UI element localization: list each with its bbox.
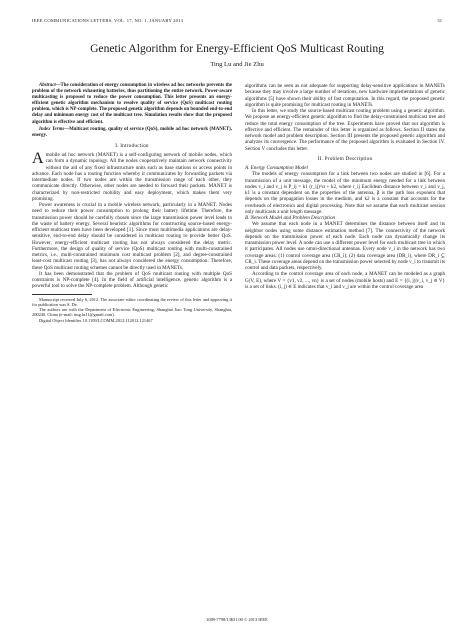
subsection-heading-energy-model: A. Energy Consumption Model (245, 165, 308, 171)
copyright-line: 1089-7798/13$31.00 © 2013 IEEE (206, 617, 268, 622)
network-model-paragraph-1: We assume that each node in a MANET determines the distance between itself and its neighbor nodes using some distance estimation method [7]. The connectivity of the network depends on the transmission power of each node. Each node can dynamically change its transmission power level. A node can use a different power level for each multicast tree in which it participates. All nodes use omni-directional antennas. Every node v_i in the network has two coverage areas: (1) control coverage area (CR_i); (2) data coverage area (DR_i), where DR_i ⊆ CR_i. These coverage areas depend on the transmission power selected by node v_i to transmit its control and data packets, respectively. (245, 221, 445, 271)
intro-paragraph-5: In this letter, we study the source-based multicast routing problem using a genetic algorithm. We propose an energy-efficient genetic algorithm to find the delay-constrained multicast tree and reduce the total energy consumption of the tree. Experiments have proved that our algorithm is effective and efficient. The remainder of this letter is organized as follows. Section II states the network model and problem description. Section III presents the proposed genetic algorithm and analyzes its convergence. The performance of the proposed algorithm is evaluated in Section IV. Section V concludes this letter. (245, 108, 445, 152)
right-column (245, 83, 445, 290)
abstract (32, 83, 232, 126)
index-terms-lead: Index Terms (39, 126, 65, 132)
intro-paragraph-3: It has been demonstrated that the problem of QoS multicast routing with multiple QoS constraints is NP-complete [4]. In the field of artificial intelligence, genetic algorithm is a powerful tool to solve the NP-complete problem. Although genetic (32, 270, 232, 290)
index-terms-text: —Multicast routing, quality of service (QoS), mobile ad hoc network (MANET), energy. (32, 126, 232, 138)
index-terms (32, 127, 232, 139)
drop-cap: A (32, 150, 44, 168)
footnote-affiliation: The authors are with the Department of Electronic Engineering, Shanghai Jiao Tong University, Shanghai, 200240, China (e-mail: ting.lu11@gmail.com). (32, 307, 232, 318)
footnote-received: Manuscript received July 6, 2012. The associate editor coordinating the review of this letter and approving it for publication was S. De. (32, 296, 232, 307)
paper-authors: Ting Lu and Jie Zhu (210, 61, 264, 68)
section-heading-introduction: I. Introduction (115, 142, 149, 149)
footnote-rule (32, 294, 92, 295)
paper-title: Genetic Algorithm for Energy-Efficient QoS Multicast Routing (90, 42, 384, 55)
abstract-text: —The consideration of energy consumption in wireless ad hoc networks prevents the problem of the network exhausting batteries, thus partitioning the entire network. Power-aware multicasting is proposed to reduce the power consumption. This letter presents an energy-efficient genetic algorithm mechanism to resolve quality of service (QoS) multicast routing problem, which is NP-complete. The proposed genetic algorithm depends on bounded end-to-end delay and minimum energy cost of the multicast tree. Simulation results show that the proposed algorithm is effective and efficient. (32, 83, 232, 125)
page-number: 31 (437, 18, 442, 23)
running-head (32, 18, 442, 26)
abstract-lead: Abstract (39, 83, 56, 88)
intro-paragraph-1-text: mobile ad hoc network (MANET) is a self-configuring network of mobile nodes, which can form a dynamic topology. All the nodes cooperatively maintain network connectivity without the aid of any fixed infrastructure units such as base stations or access points in advance. Each node has a routing function whereby it communicates by forwarding packets via intermediate nodes. If two nodes are within the transmission range of each other, they communicate directly. Otherwise, other nodes are needed to forward their packets. MANET is characterized by non-restricted mobility and easy deployment, which makes them very promising. (32, 152, 232, 202)
intro-paragraph-2: Power awareness is crucial in a mobile wireless network, particularly in a MANET. Nodes need to reduce their power consumption to prolong their battery lifetime. Therefore, the transmission power should be carefully chosen since the large transmission power level leads to the waste of battery energy. Several heuristic algorithms for constructing source-based energy-efficient multicast trees have been developed [1]. Since most multimedia applications are delay-sensitive, end-to-end delay should be considered in multicast routing to provide better QoS. However, energy-efficient multicast routing has not always considered the delay metric. Furthermore, the design of quality of service (QoS) multicast routing with multi-constrained metrics, i.e., multi-constrained minimum cost multicast problem [2], and degree-constrained least-cost multicast routing [3], has not always considered the energy consumption. Therefore, these QoS multicast routing schemes cannot be directly used in MANETs. (32, 202, 232, 271)
subsection-heading-network-model: B. Network Model and Problem Description (245, 215, 336, 221)
intro-paragraph-1 (32, 152, 232, 202)
intro-paragraph-4: algorithms can be seen as not adequate for supporting delay-sensitive applications in MANETs because they may involve a large number of iterations, new hardware implementations of genetic algorithms [5] have shown their ability of fast computation. In this regard, the proposed genetic algorithm is quite promising for multicast routing in MANETs. (245, 83, 445, 108)
journal-header: IEEE COMMUNICATIONS LETTERS, VOL. 17, NO. 1, JANUARY 2013 (32, 18, 184, 23)
network-model-paragraph-2: According to the control coverage area of each node, a MANET can be modeled as a graph G(V, E), where V = {v1, v2, ..., vn} is a set of nodes (mobile hosts) and E = {(i, j)|v_i, v_j ∈ V} is a set of links. (i, j) ∈ E indicates that v_i and v_j are within the control coverage area (245, 271, 445, 290)
left-column (32, 83, 232, 323)
footnote-doi: Digital Object Identifier 10.1109/LCOMM.2012.112012.121467 (39, 317, 153, 323)
section-heading-problem: II. Problem Description (317, 155, 373, 162)
energy-model-paragraph: The models of energy consumption for a link between two nodes are studied in [6]. For a transmission of a unit message, the model of the minimum energy needed for a link between nodes v_i and v_j is P_ij = k1 (r_ij)^α + k2, where r_ij Euclidean distance between v_i and v_j, k1 is a constant dependent on the properties of the antenna, β is the path loss exponent that depends on the propagation losses in the medium, and k2 is a constant that accounts for the overheads of electronics and digital processing. Note that we assume that each multicast session only multicasts a unit length message. (245, 171, 445, 215)
